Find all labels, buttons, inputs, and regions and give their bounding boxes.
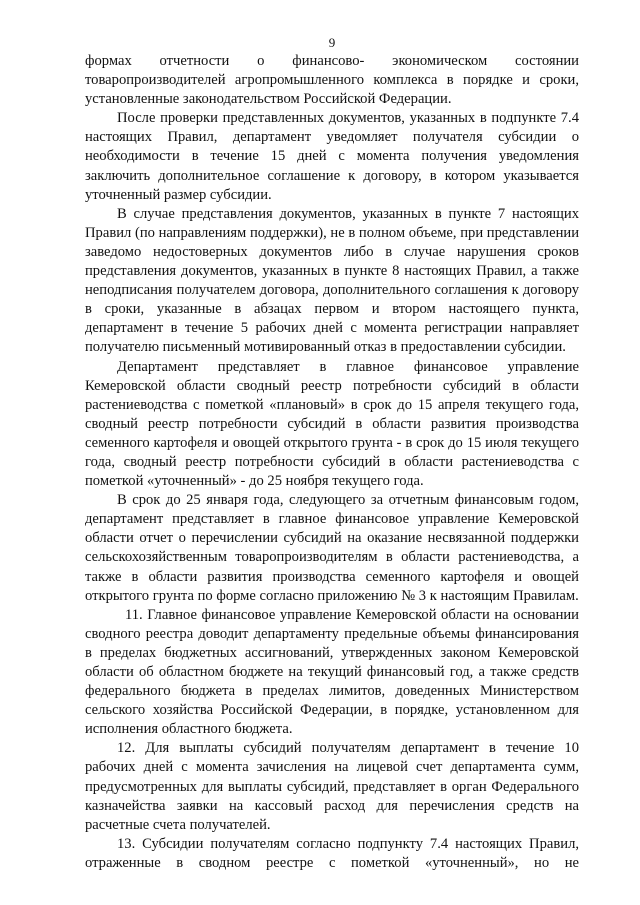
document-page bbox=[85, 36, 579, 873]
paragraph-document-check: После проверки представленных документов, указанных в подпункте 7.4 настоящих Правил, департамент уведомляет получателя субсидии о необходимости в течение 15 дней с момента получения уведомления заключить дополнительное соглашение к договору, в котором указывается уточненный размер субсидии. bbox=[85, 110, 579, 203]
paragraph-clause-11: 11. Главное финансовое управление Кемеровской области на основании сводного реестра доводит департаменту предельные объемы финансирования в пределах бюджетных ассигнований, утвержденных законом Кемеровской области об областном бюджете на текущий финансовый год, а также средств федерального бюджета в пределах лимитов, доведенных Министерством сельского хозяйства Российской Федерации, в порядке, установленном для исполнения областного бюджета. bbox=[85, 606, 579, 738]
page-number: 9 bbox=[328, 35, 336, 50]
paragraph-refusal-cases: В случае представления документов, указанных в пункте 7 настоящих Правил (по направлениям поддержки), не в полном объеме, при представлении заведомо недостоверных документов либо в случае нарушения сроков представления документов, указанных в пункте 8 настоящих Правил, а также неподписания получателем договора, дополнительного соглашения к договору в сроки, указанные в абзацах первом и втором настоящего пункта, департамент в течение 5 рабочих дней с момента регистрации направляет получателю письменный мотивированный отказ в предоставлении субсидии. bbox=[85, 205, 579, 356]
paragraph-clause-12: 12. Для выплаты субсидий получателям департамент в течение 10 рабочих дней с момента зачисления на лицевой счет департамента сумм, предусмотренных для выплаты субсидий, представляет в орган Федерального казначейства заявки на кассовый расход для перечисления средств на расчетные счета получателей. bbox=[85, 740, 579, 833]
paragraph-summary-register: Департамент представляет в главное финансовое управление Кемеровской области сводный реестр потребности субсидий в области растениеводства с пометкой «плановый» в срок до 15 апреля текущего года, сводный реестр потребности субсидий в области развития производства семенного картофеля и овощей открытого грунта - в срок до 15 июля текущего года, сводный реестр потребности субсидий в области растениеводства с пометкой «уточненный» - до 25 ноября текущего года. bbox=[85, 358, 579, 490]
paragraph-clause-13: 13. Субсидии получателям согласно подпункту 7.4 настоящих Правил, отраженные в сводном реестре с пометкой «уточненный», но не bbox=[85, 835, 579, 871]
paragraph-annual-report: В срок до 25 января года, следующего за отчетным финансовым годом, департамент представляет в главное финансовое управление Кемеровской области отчет о перечислении субсидий на оказание несвязанной поддержки сельскохозяйственным товаропроизводителям в области растениеводства, а также в области развития производства семенного картофеля и овощей открытого грунта по форме согласно приложению № 3 к настоящим Правилам. bbox=[85, 492, 579, 604]
paragraph-reporting-forms: формах отчетности о финансово- экономическом состоянии товаропроизводителей агропромышленного комплекса в порядке и сроки, установленные законодательством Российской Федерации. bbox=[85, 53, 579, 108]
